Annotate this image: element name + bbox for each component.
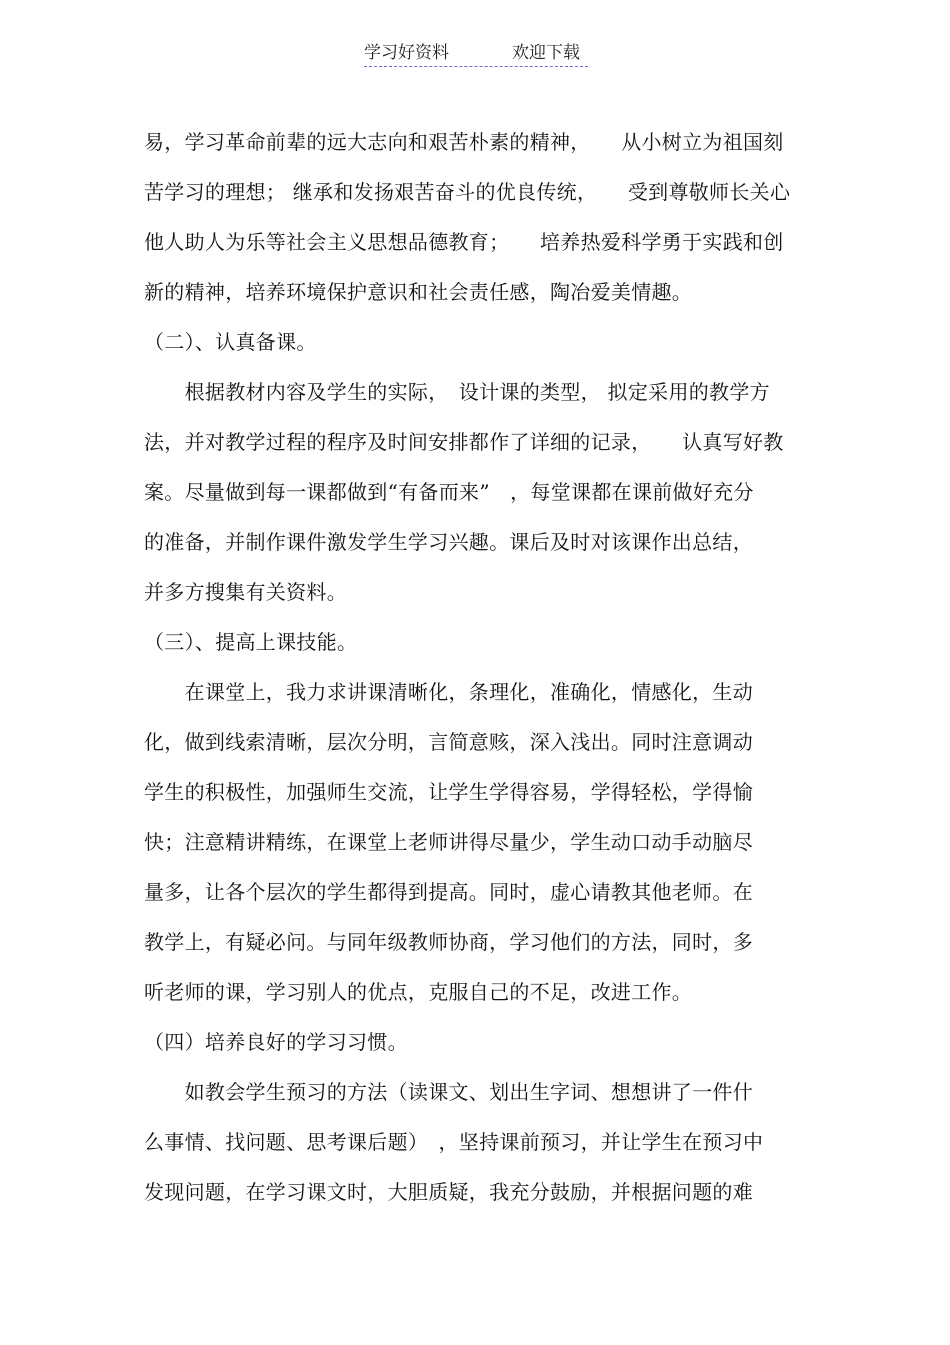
text-line: 如教会学生预习的方法（读课文、划出生字词、想想讲了一件什	[144, 1080, 753, 1104]
section-heading: （二）、认真备课。	[144, 330, 317, 354]
text-line: 快；注意精讲精练，在课堂上老师讲得尽量少，学生动口动手动脑尽	[144, 830, 753, 854]
text-line: 么事情、找问题、思考课后题） ，坚持课前预习，并让学生在预习中	[144, 1130, 764, 1154]
page-header	[364, 40, 588, 67]
text-line: 易，学习革命前辈的远大志向和艰苦朴素的精神， 从小树立为祖国刻	[144, 130, 784, 154]
text-line: 案。尽量做到每一课都做到“有备而来” ，每堂课都在课前做好充分	[144, 480, 754, 504]
text-line: 听老师的课，学习别人的优点，克服自己的不足，改进工作。	[144, 980, 693, 1004]
text-line: 量多，让各个层次的学生都得到提高。同时，虚心请教其他老师。在	[144, 880, 753, 904]
text-line: 发现问题，在学习课文时，大胆质疑，我充分鼓励，并根据问题的难	[144, 1180, 753, 1204]
text-line: 在课堂上，我力求讲课清晰化，条理化，准确化，情感化，生动	[144, 680, 753, 704]
text-line: 教学上，有疑必问。与同年级教师协商，学习他们的方法，同时，多	[144, 930, 753, 954]
header-right-text: 欢迎下载	[512, 43, 580, 63]
text-line: 根据教材内容及学生的实际， 设计课的类型， 拟定采用的教学方	[144, 380, 770, 404]
text-line: 法，并对教学过程的程序及时间安排都作了详细的记录， 认真写好教	[144, 430, 784, 454]
text-line: 的准备，并制作课件激发学生学习兴趣。课后及时对该课作出总结，	[144, 530, 753, 554]
text-line: 化，做到线索清晰，层次分明，言简意赅，深入浅出。同时注意调动	[144, 730, 753, 754]
text-line: 新的精神，培养环境保护意识和社会责任感，陶冶爱美情趣。	[144, 280, 693, 304]
section-heading: （四）培养良好的学习习惯。	[144, 1030, 408, 1054]
text-line: 学生的积极性，加强师生交流，让学生学得容易，学得轻松，学得愉	[144, 780, 753, 804]
text-line: 他人助人为乐等社会主义思想品德教育； 培养热爱科学勇于实践和创	[144, 230, 784, 254]
text-line: 并多方搜集有关资料。	[144, 580, 347, 604]
header-left-text: 学习好资料	[364, 43, 449, 63]
section-heading: （三）、提高上课技能。	[144, 630, 358, 654]
text-line: 苦学习的理想； 继承和发扬艰苦奋斗的优良传统， 受到尊敬师长关心	[144, 180, 791, 204]
